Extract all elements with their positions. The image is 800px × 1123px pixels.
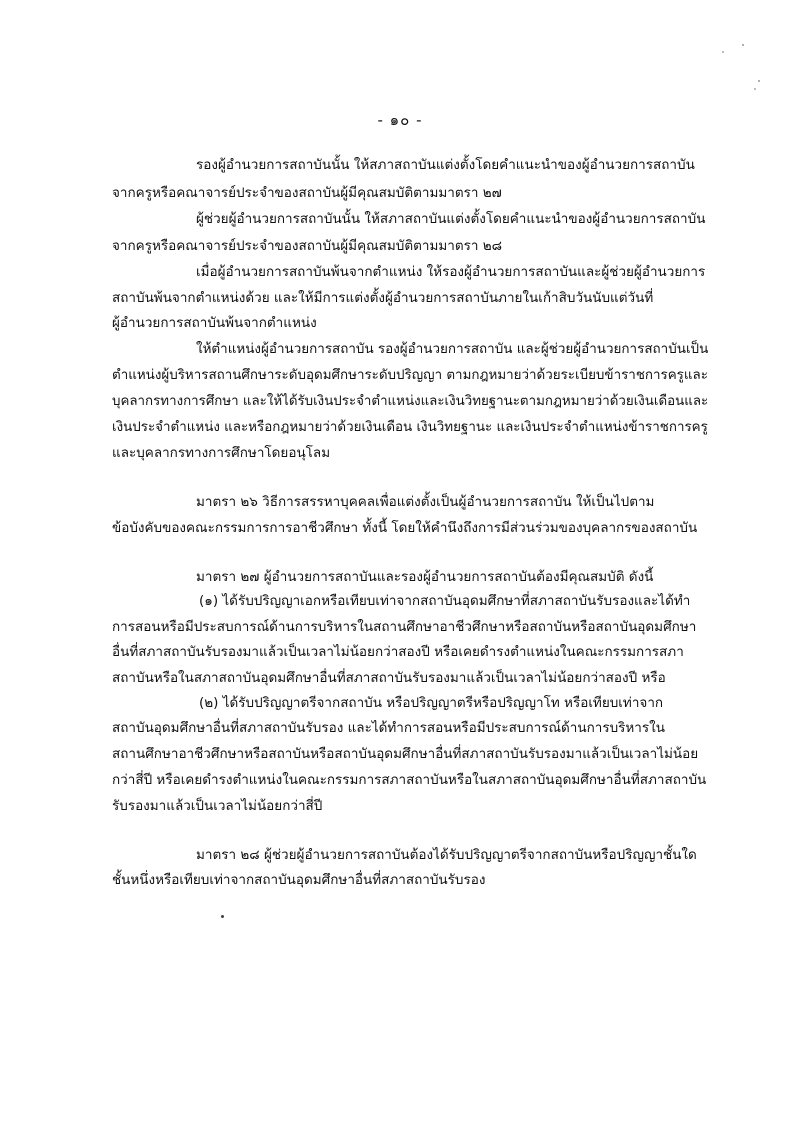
text-line: รับรองมาแล้วเป็นเวลาไม่น้อยกว่าสี่ปี <box>112 798 323 814</box>
section-28-heading: มาตรา ๒๘ ผู้ช่วยผู้อำนวยการสถาบันต้องได้รับปริญญาตรีจากสถาบันหรือปริญญาชั้นใด <box>196 847 697 863</box>
scan-speck <box>758 80 760 82</box>
text-line: เงินประจำตำแหน่ง และหรือกฎหมายว่าด้วยเงินเดือน เงินวิทยฐานะ และเงินประจำตำแหน่งข้าราชการครู <box>112 419 708 435</box>
section-27-heading: มาตรา ๒๗ ผู้อำนวยการสถาบันและรองผู้อำนวยการสถาบันต้องมีคุณสมบัติ ดังนี้ <box>196 569 654 585</box>
text-line: เมื่อผู้อำนวยการสถาบันพ้นจากตำแหน่ง ให้รองผู้อำนวยการสถาบันและผู้ช่วยผู้อำนวยการ <box>196 264 706 280</box>
text-line: การสอนหรือมีประสบการณ์ด้านการบริหารในสถานศึกษาอาชีวศึกษาหรือสถาบันหรือสถาบันอุดมศึกษา <box>112 619 697 635</box>
text-line: สถาบันอุดมศึกษาอื่นที่สภาสถาบันรับรอง และได้ทำการสอนหรือมีประสบการณ์ด้านการบริหารใน <box>112 720 665 736</box>
scan-speck <box>722 51 724 53</box>
text-line: สถาบันหรือในสภาสถาบันอุดมศึกษาอื่นที่สภาสถาบันรับรองมาแล้วเป็นเวลาไม่น้อยกว่าสองปี หรือ <box>112 670 666 686</box>
text-line: จากครูหรือคณาจารย์ประจำของสถาบันผู้มีคุณสมบัติตามมาตรา ๒๗ <box>112 185 502 201</box>
text-line: กว่าสี่ปี หรือเคยดำรงตำแหน่งในคณะกรรมการสภาสถาบันหรือในสภาสถาบันอุดมศึกษาอื่นที่สภาสถาบัน <box>112 772 707 788</box>
list-item-1: (๑) ได้รับปริญญาเอกหรือเทียบเท่าจากสถาบันอุดมศึกษาที่สภาสถาบันรับรองและได้ทำ <box>199 593 691 609</box>
text-line: และบุคลากรทางการศึกษาโดยอนุโลม <box>112 445 331 461</box>
section-26-heading: มาตรา ๒๖ วิธีการสรรหาบุคคลเพื่อแต่งตั้งเป็นผู้อำนวยการสถาบัน ให้เป็นไปตาม <box>196 494 655 510</box>
text-line: สถานศึกษาอาชีวศึกษาหรือสถาบันหรือสถาบันอุดมศึกษาอื่นที่สภาสถาบันรับรองมาแล้วเป็นเวลาไม่น้อย <box>112 746 699 762</box>
scan-speck <box>754 88 756 90</box>
text-line: ผู้ช่วยผู้อำนวยการสถาบันนั้น ให้สภาสถาบันแต่งตั้งโดยคำแนะนำของผู้อำนวยการสถาบัน <box>196 211 706 227</box>
text-line: ข้อบังคับของคณะกรรมการการอาชีวศึกษา ทั้งนี้ โดยให้คำนึงถึงการมีส่วนร่วมของบุคลากรของสถาบัน <box>112 520 698 536</box>
text-line: อื่นที่สภาสถาบันรับรองมาแล้วเป็นเวลาไม่น้อยกว่าสองปี หรือเคยดำรงตำแหน่งในคณะกรรมการสภา <box>112 644 684 660</box>
scan-speck <box>742 44 744 46</box>
text-line: ตำแหน่งผู้บริหารสถานศึกษาระดับอุดมศึกษาระดับปริญญา ตามกฎหมายว่าด้วยระเบียบข้าราชการครูและ <box>112 367 708 383</box>
text-line: รองผู้อำนวยการสถาบันนั้น ให้สภาสถาบันแต่งตั้งโดยคำแนะนำของผู้อำนวยการสถาบัน <box>196 157 695 173</box>
page-number: - ๑๐ - <box>377 111 423 129</box>
text-line: บุคลากรทางการศึกษา และให้ได้รับเงินประจำตำแหน่งและเงินวิทยฐานะตามกฎหมายว่าด้วยเงินเดือนและ <box>112 393 709 409</box>
text-line: สถาบันพ้นจากตำแหน่งด้วย และให้มีการแต่งตั้งผู้อำนวยการสถาบันภายในเก้าสิบวันนับแต่วันที่ <box>112 290 654 306</box>
text-line: จากครูหรือคณาจารย์ประจำของสถาบันผู้มีคุณสมบัติตามมาตรา ๒๘ <box>112 238 503 254</box>
text-line: ผู้อำนวยการสถาบันพ้นจากตำแหน่ง <box>112 315 317 331</box>
list-item-2: (๒) ได้รับปริญญาตรีจากสถาบัน หรือปริญญาตรีหรือปริญญาโท หรือเทียบเท่าจาก <box>199 695 664 711</box>
scan-speck <box>221 915 224 918</box>
text-line: ให้ตำแหน่งผู้อำนวยการสถาบัน รองผู้อำนวยการสถาบัน และผู้ช่วยผู้อำนวยการสถาบันเป็น <box>196 341 709 357</box>
text-line: ชั้นหนึ่งหรือเทียบเท่าจากสถาบันอุดมศึกษาอื่นที่สภาสถาบันรับรอง <box>112 872 486 888</box>
